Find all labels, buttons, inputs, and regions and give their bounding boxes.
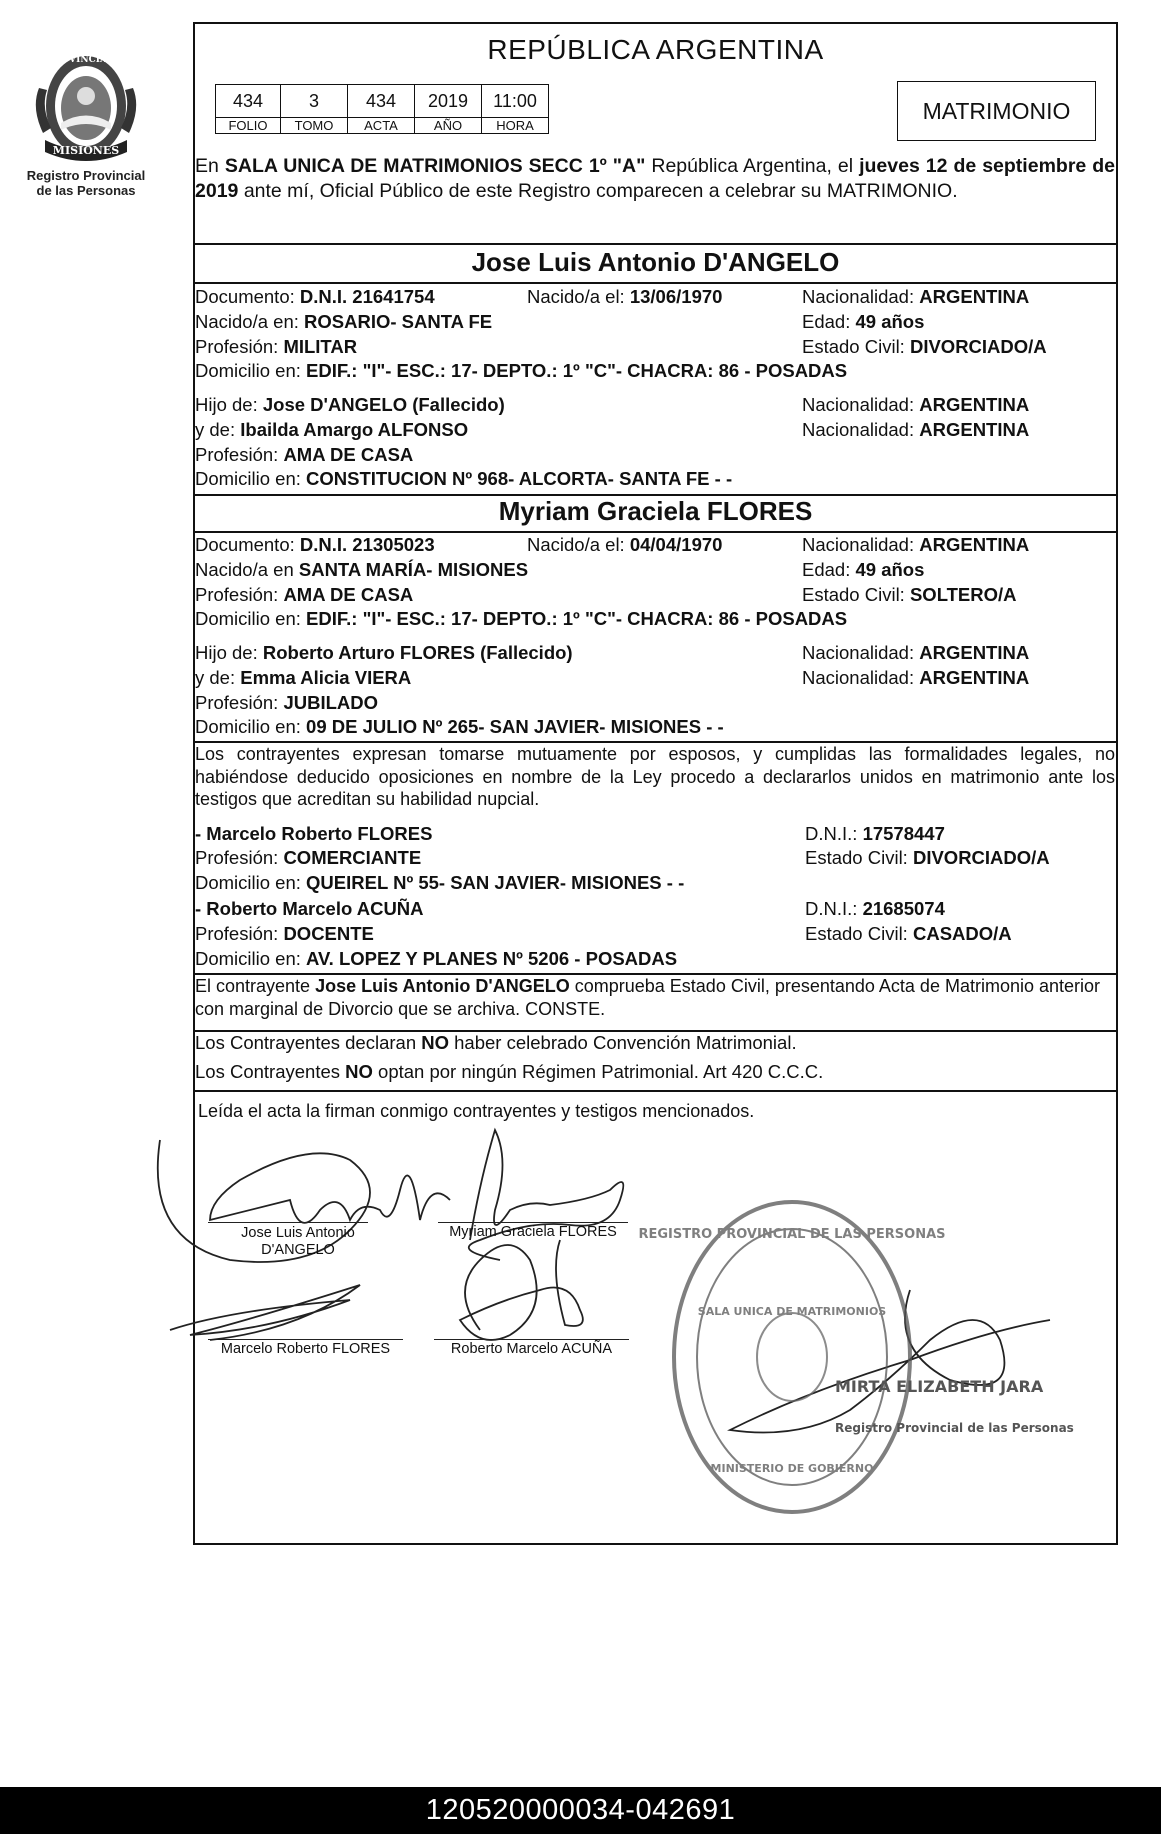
officer-name: MIRTA ELIZABETH JARA (835, 1377, 1044, 1396)
signature-3-caption: Marcelo Roberto FLORES (220, 1341, 391, 1357)
signature-1-caption: Jose Luis Antonio D'ANGELO (241, 1225, 355, 1258)
signatures-area (150, 1120, 1080, 1530)
spouse2-estado-civil: Estado Civil: SOLTERO/A (802, 584, 1017, 605)
registry-stamp (638, 1202, 945, 1512)
signature-line (438, 1222, 628, 1223)
acta-value: 434 (348, 85, 415, 118)
anio-label: AÑO (415, 118, 482, 134)
spouse1-nacionalidad: Nacionalidad: ARGENTINA (802, 286, 1030, 307)
spouse2-nacionalidad: Nacionalidad: ARGENTINA (802, 534, 1030, 555)
spouse1-nacido-el: Nacido/a el: 13/06/1970 (527, 286, 723, 307)
spouse1-padre-nacionalidad: Nacionalidad: ARGENTINA (802, 394, 1030, 415)
spouse2-nacido-el: Nacido/a el: 04/04/1970 (527, 534, 723, 555)
acta-label: ACTA (348, 118, 415, 134)
convention-statement: Los Contrayentes declaran NO haber celebrado Convención Matrimonial. (195, 1032, 797, 1053)
spouse2-profesion: Profesión: AMA DE CASA (195, 584, 414, 605)
divider (193, 243, 1118, 245)
emblem-caption (18, 168, 154, 198)
document-code-bar: 120520000034-042691 (0, 1787, 1161, 1834)
province-emblem (18, 48, 154, 198)
witness2-name: - Roberto Marcelo ACUÑA (195, 898, 424, 919)
office-name: SALA UNICA DE MATRIMONIOS SECC 1º "A" (224, 155, 646, 177)
spouse1-documento: Documento: D.N.I. 21641754 (195, 286, 435, 307)
emblem-caption-line2: de las Personas (36, 183, 136, 198)
emblem-banner-text: MISIONES (52, 144, 120, 157)
stamp-ring-text: REGISTRO PROVINCIAL DE LAS PERSONAS (638, 1227, 946, 1242)
spouse1-padre: Hijo de: Jose D'ANGELO (Fallecido) (195, 394, 505, 415)
witness1-estado-civil: Estado Civil: DIVORCIADO/A (805, 847, 1050, 868)
spouse1-nacido-en: Nacido/a en: ROSARIO- SANTA FE (195, 311, 493, 332)
witness1-domicilio: Domicilio en: QUEIREL Nº 55- SAN JAVIER- MISIONES - - (195, 872, 685, 893)
spouse1-madre: y de: Ibailda Amargo ALFONSO (195, 419, 469, 440)
country-title: REPÚBLICA ARGENTINA (487, 34, 824, 65)
spouse1-domicilio: Domicilio en: EDIF.: "I"- ESC.: 17- DEPTO.: 1º "C"- CHACRA: 86 - POSADAS (195, 360, 848, 381)
registry-grid (215, 84, 549, 134)
spouse1-madre-profesion: Profesión: AMA DE CASA (195, 444, 414, 465)
spouse2-name: Myriam Graciela FLORES (498, 496, 813, 526)
folio-value: 434 (216, 85, 281, 118)
spouse1-madre-nacionalidad: Nacionalidad: ARGENTINA (802, 419, 1030, 440)
spouse1-profesion: Profesión: MILITAR (195, 336, 358, 357)
witness1-name: - Marcelo Roberto FLORES (195, 823, 433, 844)
tomo-value: 3 (281, 85, 348, 118)
intro-text: República Argentina, el (651, 155, 854, 177)
hora-value: 11:00 (482, 85, 549, 118)
witness2-domicilio: Domicilio en: AV. LOPEZ Y PLANES Nº 5206 - POSADAS (195, 948, 678, 969)
witness2-profesion: Profesión: DOCENTE (195, 923, 374, 944)
signature-line (208, 1339, 403, 1340)
signature-2-caption: Myriam Graciela FLORES (449, 1224, 617, 1240)
folio-label: FOLIO (216, 118, 281, 134)
spouse1-edad: Edad: 49 años (802, 311, 925, 332)
intro-text: En (195, 155, 219, 177)
spouse2-padre-profesion: Profesión: JUBILADO (195, 692, 378, 713)
divider (193, 282, 1118, 284)
signature-line (434, 1339, 629, 1340)
stamp-bottom-text: MINISTERIO DE GOBIERNO (710, 1462, 874, 1475)
civil-status-note: El contrayente Jose Luis Antonio D'ANGELO comprueba Estado Civil, presentando Acta de Matrimonio anterior con marginal de Divorcio que se archiva. CONSTE. (195, 976, 1101, 1019)
declaration-paragraph: Los contrayentes expresan tomarse mutuamente por esposos, y cumplidas las formalidades legales, no habiéndose deducido oposiciones en nombre de la Ley procedo a declararlos unidos en matrimonio ante los testigos que acreditan su habilidad nupcial. (195, 744, 1115, 809)
witness1-profesion: Profesión: COMERCIANTE (195, 847, 422, 868)
witness2-estado-civil: Estado Civil: CASADO/A (805, 923, 1012, 944)
spouse2-madre-nacionalidad: Nacionalidad: ARGENTINA (802, 667, 1030, 688)
spouse2-padre: Hijo de: Roberto Arturo FLORES (Fallecido) (195, 642, 573, 663)
spouse2-domicilio: Domicilio en: EDIF.: "I"- ESC.: 17- DEPTO.: 1º "C"- CHACRA: 86 - POSADAS (195, 608, 848, 629)
spouse2-madre: y de: Emma Alicia VIERA (195, 667, 412, 688)
spouse2-padres-domicilio: Domicilio en: 09 DE JULIO Nº 265- SAN JAVIER- MISIONES - - (195, 716, 724, 737)
closing-statement: Leída el acta la firman conmigo contrayentes y testigos mencionados. (198, 1101, 755, 1121)
anio-value: 2019 (415, 85, 482, 118)
spouse2-nacido-en: Nacido/a en SANTA MARÍA- MISIONES (195, 559, 529, 580)
officer-title: Registro Provincial de las Personas (835, 1421, 1074, 1435)
intro-paragraph (195, 154, 1115, 204)
ceremony-date: jueves 12 de septiembre de 2019 (195, 155, 1115, 202)
divider (193, 1090, 1118, 1092)
signature-4-caption: Roberto Marcelo ACUÑA (450, 1341, 613, 1357)
witness2-dni: D.N.I.: 21685074 (805, 898, 945, 919)
act-type-box: MATRIMONIO (897, 81, 1096, 141)
signature-3-mark (170, 1285, 360, 1340)
stamp-inner-text: SALA UNICA DE MATRIMONIOS (697, 1305, 887, 1318)
intro-text: ante mí, Oficial Público de este Registro comparecen a celebrar su MATRIMONIO. (243, 180, 958, 202)
misiones-shield-icon (31, 48, 141, 166)
spouse2-edad: Edad: 49 años (802, 559, 925, 580)
witness1-dni: D.N.I.: 17578447 (805, 823, 945, 844)
regime-statement: Los Contrayentes NO optan por ningún Régimen Patrimonial. Art 420 C.C.C. (195, 1061, 824, 1082)
spouse1-name: Jose Luis Antonio D'ANGELO (471, 247, 840, 277)
emblem-caption-line1: Registro Provincial (26, 168, 146, 183)
spouse1-padres-domicilio: Domicilio en: CONSTITUCION Nº 968- ALCORTA- SANTA FE - - (195, 468, 733, 489)
signature-line (208, 1222, 368, 1223)
hora-label: HORA (482, 118, 549, 134)
tomo-label: TOMO (281, 118, 348, 134)
spouse1-estado-civil: Estado Civil: DIVORCIADO/A (802, 336, 1047, 357)
emblem-arc-text: PROVINCIA DE (47, 55, 125, 65)
spouse2-padre-nacionalidad: Nacionalidad: ARGENTINA (802, 642, 1030, 663)
spouse2-documento: Documento: D.N.I. 21305023 (195, 534, 435, 555)
